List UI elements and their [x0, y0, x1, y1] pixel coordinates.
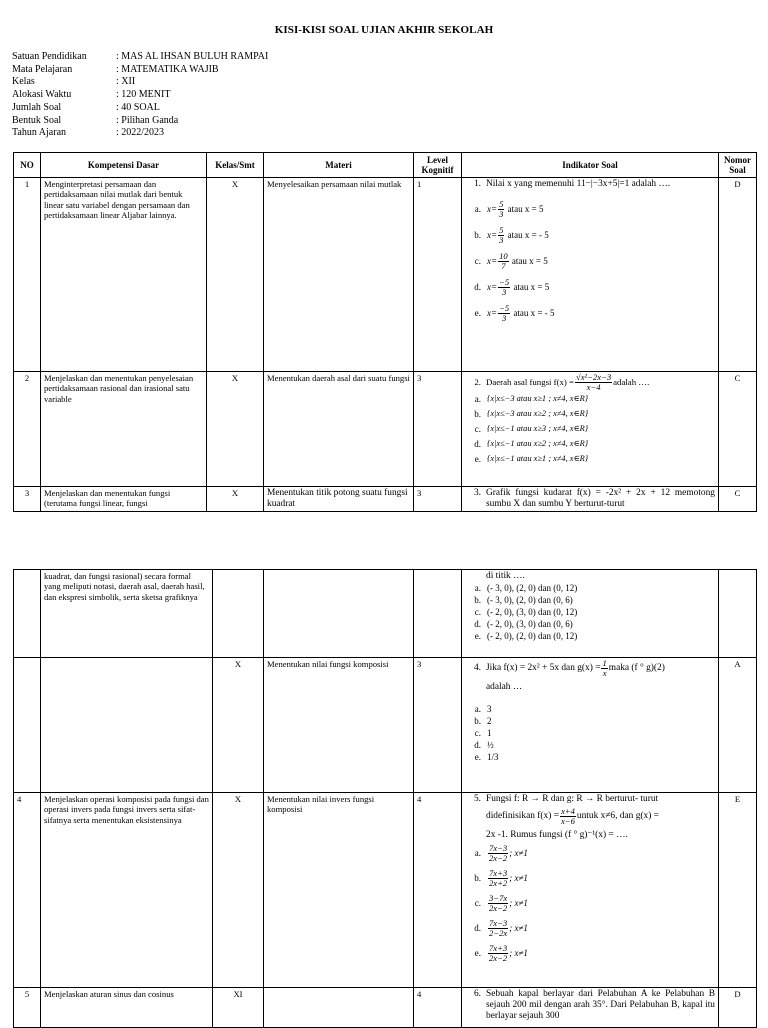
row-nomor-soal: E — [719, 793, 757, 988]
table-row — [14, 570, 757, 658]
numerator: −5 — [499, 276, 510, 287]
meta-row-bentuk — [12, 115, 268, 128]
row-level: 1 — [414, 178, 462, 372]
option-d — [465, 739, 715, 751]
option-letter: d. — [474, 281, 481, 292]
question — [465, 488, 715, 510]
row-no: 3 — [14, 487, 41, 512]
option-letter: a. — [474, 703, 481, 714]
question-text: 2x -1. Rumus fungsi (f ° g)⁻¹(x) = …. — [486, 830, 628, 840]
fraction — [488, 869, 508, 888]
denominator: 3 — [499, 208, 504, 219]
option-rest: ; x≠1 — [509, 923, 528, 934]
fraction — [498, 226, 504, 245]
table-row — [14, 487, 757, 512]
option-rest: ; x≠1 — [509, 848, 528, 859]
option-b — [465, 407, 715, 422]
option-letter: a. — [474, 848, 481, 859]
denominator: 2−2x — [489, 928, 508, 938]
denominator: 2x−2 — [489, 903, 508, 913]
denominator: 2x−2 — [489, 953, 508, 963]
table-row — [14, 178, 757, 372]
denominator: 3 — [501, 312, 507, 323]
option-text: 3 — [487, 703, 492, 714]
question-text: didefinisikan f(x) = — [486, 811, 559, 821]
row-kompetensi: Menjelaskan operasi komposisi pada fungsi dan operasi invers pada fungsi invers serta sifat-sifatnya serta menentukan eksistensinya — [41, 793, 213, 988]
option-b — [465, 715, 715, 727]
option-text: (- 3, 0), (2, 0) dan (0, 6) — [487, 594, 573, 605]
option-a: a. x= $\frac{5}{3}$ atau x = 5 — [465, 196, 715, 222]
question — [465, 794, 715, 805]
option-text: 2 — [487, 715, 492, 726]
denominator: 3 — [499, 234, 504, 245]
row-materi: Menentukan nilai fungsi komposisi — [264, 658, 414, 793]
meta-row-satuan — [12, 51, 268, 64]
question-number: 2. — [474, 377, 481, 387]
meta-label: Bentuk Soal — [12, 114, 62, 126]
header-indikator: Indikator Soal — [462, 153, 719, 178]
row-indikator — [462, 178, 719, 372]
row-no — [14, 570, 41, 658]
row-nomor-soal: D — [719, 178, 757, 372]
row-no: 5 — [14, 988, 41, 1028]
option-rest: atau x = - 5 — [507, 229, 549, 240]
meta-value: : 120 MENIT — [116, 89, 171, 101]
row-level: 4 — [414, 988, 462, 1028]
option-text: {x|x≤−1 atau x≥2 ; x≠4, x∈R} — [487, 439, 589, 449]
meta-value: : XII — [116, 76, 136, 88]
question-text-end: maka (f ° g)(2) — [608, 663, 665, 673]
option-letter: b. — [474, 715, 481, 726]
option-letter: c. — [474, 727, 481, 738]
denominator: 7 — [501, 260, 506, 271]
row-nomor-soal: D — [719, 988, 757, 1028]
header-nomor-soal: Nomor Soal — [719, 153, 757, 178]
header-no: NO — [14, 153, 41, 178]
option-rest: atau x = - 5 — [513, 307, 555, 318]
question-number: 4. — [473, 663, 481, 673]
row-materi — [264, 988, 414, 1028]
option-a — [465, 841, 715, 866]
option-letter: c. — [474, 424, 481, 435]
table-header-row — [14, 153, 757, 178]
row-kelas: XI — [213, 988, 264, 1028]
option-text: {x|x≤−3 atau x≥1 ; x≠4, x∈R} — [487, 394, 589, 404]
row-level: 3 — [414, 658, 462, 793]
denominator: x−6 — [560, 816, 575, 826]
meta-value: : MATEMATIKA WAJIB — [116, 63, 219, 75]
row-kelas: X — [207, 372, 264, 487]
meta-row-alokasi — [12, 89, 268, 102]
option-e: e. x= $\frac{-5}{3}$ atau x = - 5 — [465, 300, 715, 326]
option-text: (- 3, 0), (2, 0) dan (0, 12) — [487, 582, 578, 593]
option-a — [465, 582, 715, 594]
row-materi: Menyelesaikan persamaan nilai mutlak — [264, 178, 414, 372]
row-level: 3 — [414, 372, 462, 487]
option-letter: a. — [474, 582, 481, 593]
numerator: 5 — [499, 224, 504, 235]
option-e — [465, 941, 715, 966]
numerator: −5 — [499, 302, 510, 313]
fraction — [601, 659, 607, 678]
question-number: 5. — [473, 794, 481, 804]
meta-label: Tahun Ajaran — [12, 127, 67, 139]
meta-label: Alokasi Waktu — [12, 89, 72, 101]
question-text-end: untuk x≠6, dan g(x) = — [576, 811, 659, 821]
option-d — [465, 437, 715, 452]
row-kelas: X — [213, 658, 264, 793]
option-letter: d. — [474, 739, 481, 750]
row-kompetensi: Menjelaskan dan menentukan fungsi (terutama fungsi linear, fungsi — [41, 487, 207, 512]
question-continued — [465, 830, 715, 841]
meta-value: : 2022/2023 — [116, 127, 165, 139]
numerator: x+4 — [560, 806, 575, 816]
option-c — [465, 891, 715, 916]
numerator: 1 — [602, 658, 607, 668]
option-rest: atau x = 5 — [507, 203, 544, 214]
option-d — [465, 916, 715, 941]
question-text: Sebuah kapal berlayar dari Pelabuhan A ke Pelabuhan B sejauh 200 mil dengan arah 35°. Dari Pelabuhan B, kapal itu berlayar sejauh 300 — [486, 989, 715, 1021]
option-letter: c. — [474, 898, 481, 909]
option-rest: ; x≠1 — [509, 948, 528, 959]
option-letter: e. — [474, 751, 481, 762]
table-row — [14, 988, 757, 1028]
denominator: x — [602, 668, 607, 678]
option-letter: b. — [474, 873, 481, 884]
row-nomor-soal: C — [719, 487, 757, 512]
denominator: 3 — [501, 286, 507, 297]
denominator: 2x−2 — [489, 853, 508, 863]
option-letter: e. — [474, 454, 481, 465]
question-text: Grafik fungsi kudarat f(x) = -2x² + 2x + 12 memotong sumbu X dan sumbu Y berturut-turut — [486, 488, 715, 509]
table-row — [14, 793, 757, 988]
row-no: 1 — [14, 178, 41, 372]
fraction — [488, 844, 508, 863]
option-text: {x|x≤−3 atau x≥2 ; x≠4, x∈R} — [487, 409, 589, 419]
row-level: 4 — [414, 793, 462, 988]
question-text: Jika f(x) = 2x² + 5x dan g(x) = — [486, 663, 601, 673]
question — [465, 373, 715, 392]
meta-row-tahun — [12, 127, 268, 140]
option-e — [465, 452, 715, 467]
option-letter: c. — [474, 606, 481, 617]
row-kelas: X — [207, 178, 264, 372]
option-rest: ; x≠1 — [509, 873, 528, 884]
option-c: c. x= $\frac{10}{7}$ atau x = 5 — [465, 248, 715, 274]
row-indikator — [462, 658, 719, 793]
option-letter: b. — [474, 409, 481, 420]
header-materi: Materi — [264, 153, 414, 178]
fraction — [488, 944, 508, 963]
numerator: 3−7x — [489, 893, 508, 903]
question-continued — [465, 807, 715, 826]
table-row — [14, 658, 757, 793]
meta-row-kelas — [12, 76, 268, 89]
question-continued — [465, 682, 715, 693]
meta-label: Satuan Pendidikan — [12, 51, 87, 62]
question — [465, 659, 715, 678]
option-text: {x|x≤−1 atau x≥1 ; x≠4, x∈R} — [487, 454, 589, 464]
page-title: KISI-KISI SOAL UJIAN AKHIR SEKOLAH — [274, 24, 494, 36]
question-text: Daerah asal fungsi f(x) = — [486, 377, 575, 387]
question-continued — [465, 571, 715, 582]
option-letter: a. — [474, 203, 481, 214]
denominator: x−4 — [586, 382, 601, 392]
row-kompetensi: Menjelaskan aturan sinus dan cosinus — [41, 988, 213, 1028]
row-indikator — [462, 487, 719, 512]
numerator: 7x+3 — [489, 868, 508, 878]
fraction — [498, 200, 504, 219]
option-letter: c. — [474, 255, 481, 266]
row-kelas: X — [213, 793, 264, 988]
meta-value: : Pilihan Ganda — [116, 114, 179, 126]
row-nomor-soal — [719, 570, 757, 658]
fraction — [488, 919, 508, 938]
fraction — [575, 373, 612, 392]
option-letter: a. — [474, 394, 481, 405]
row-kompetensi: Menginterpretasi persamaan dan pertidaksamaan nilai mutlak dari bentuk linear satu variabel dengan persamaan dan pertidaksamaan linear Aljabar lainnya. — [41, 178, 207, 372]
option-b — [465, 594, 715, 606]
option-text: (- 2, 0), (3, 0) dan (0, 6) — [487, 618, 573, 629]
question — [465, 179, 715, 190]
option-letter: d. — [474, 923, 481, 934]
numerator: 5 — [499, 198, 504, 209]
question — [465, 989, 715, 1022]
question-text: Fungsi f: R → R dan g: R → R berturut- turut — [486, 794, 659, 804]
row-level — [414, 570, 462, 658]
meta-label: Jumlah Soal — [12, 101, 62, 113]
option-text: (- 2, 0), (2, 0) dan (0, 12) — [487, 630, 578, 641]
option-text: {x|x≤−1 atau x≥3 ; x≠4, x∈R} — [487, 424, 589, 434]
meta-value: : 40 SOAL — [116, 101, 160, 113]
numerator: 7x+3 — [489, 943, 508, 953]
table-row — [14, 372, 757, 487]
option-text: (- 2, 0), (3, 0) dan (0, 12) — [487, 606, 578, 617]
question-text: di titik …. — [486, 571, 525, 581]
fraction — [488, 894, 508, 913]
meta-row-jumlah — [12, 102, 268, 115]
option-c — [465, 422, 715, 437]
row-kompetensi: Menjelaskan dan menentukan penyelesaian pertidaksamaan rasional dan irasional satu variable — [41, 372, 207, 487]
numerator: √x²−2x−3 — [576, 372, 612, 382]
row-no: 2 — [14, 372, 41, 487]
header-kompetensi-dasar: Kompetensi Dasar — [41, 153, 207, 178]
row-materi: Menentukan nilai invers fungsi komposisi — [264, 793, 414, 988]
option-letter: e. — [474, 307, 481, 318]
meta-value: : MAS AL IHSAN BULUH RAMPAI — [116, 51, 269, 62]
row-no: 4 — [14, 793, 41, 988]
fraction — [498, 278, 510, 297]
row-kompetensi — [41, 658, 213, 793]
row-level: 3 — [414, 487, 462, 512]
option-c — [465, 606, 715, 618]
option-b: b. x= $\frac{5}{3}$ atau x = - 5 — [465, 222, 715, 248]
row-indikator — [462, 793, 719, 988]
question-number: 1. — [473, 179, 481, 189]
header-level: Level Kognitif — [414, 153, 462, 178]
document-meta — [12, 51, 268, 140]
row-kelas: X — [207, 487, 264, 512]
row-materi: Menentukan daerah asal dari suatu fungsi — [264, 372, 414, 487]
option-b — [465, 866, 715, 891]
row-no — [14, 658, 41, 793]
question-text: Nilai x yang memenuhi 11−|−3x+5|=1 adalah …. — [486, 179, 671, 189]
fraction — [498, 252, 509, 271]
option-text: 1 — [487, 727, 492, 738]
option-letter: b. — [474, 594, 481, 605]
meta-label: Mata Pelajaran — [12, 63, 73, 75]
option-a — [465, 392, 715, 407]
question-text: adalah … — [486, 682, 523, 692]
meta-label: Kelas — [12, 76, 35, 88]
row-materi — [264, 570, 414, 658]
option-d — [465, 618, 715, 630]
option-rest: atau x = 5 — [511, 255, 548, 266]
kisi-kisi-table-part-2 — [13, 569, 757, 1028]
question-text-end: adalah …. — [613, 377, 650, 387]
row-nomor-soal: A — [719, 658, 757, 793]
option-rest: atau x = 5 — [513, 281, 550, 292]
option-letter: d. — [474, 439, 481, 450]
option-letter: d. — [474, 618, 481, 629]
option-text: 1/3 — [487, 751, 499, 762]
row-indikator — [462, 372, 719, 487]
row-indikator — [462, 570, 719, 658]
header-kelas: Kelas/Smt — [207, 153, 264, 178]
option-text: ½ — [487, 739, 494, 750]
question-number: 6. — [473, 989, 481, 999]
row-nomor-soal: C — [719, 372, 757, 487]
option-letter: b. — [474, 229, 481, 240]
option-d: d. x= $\frac{-5}{3}$ atau x = 5 — [465, 274, 715, 300]
option-c — [465, 727, 715, 739]
option-letter: e. — [474, 630, 481, 641]
denominator: 2x+2 — [489, 878, 508, 888]
numerator: 7x−3 — [489, 843, 508, 853]
row-kelas — [213, 570, 264, 658]
fraction — [498, 304, 510, 323]
numerator: 7x−3 — [489, 918, 508, 928]
fraction — [560, 807, 576, 826]
option-a — [465, 703, 715, 715]
option-letter: e. — [474, 948, 481, 959]
row-kompetensi: kuadrat, dan fungsi rasional) secara formal yang meliputi notasi, daerah asal, daerah hasil, dan ekspresi simbolik, serta sketsa grafiknya — [41, 570, 213, 658]
option-e — [465, 751, 715, 763]
numerator: 10 — [499, 250, 508, 261]
row-indikator — [462, 988, 719, 1028]
row-materi: Menentukan titik potong suatu fungsi kuadrat — [264, 487, 414, 512]
option-rest: ; x≠1 — [509, 898, 528, 909]
meta-row-mapel — [12, 64, 268, 77]
option-e — [465, 630, 715, 642]
question-number: 3. — [473, 488, 481, 498]
kisi-kisi-table-part-1 — [13, 152, 757, 512]
